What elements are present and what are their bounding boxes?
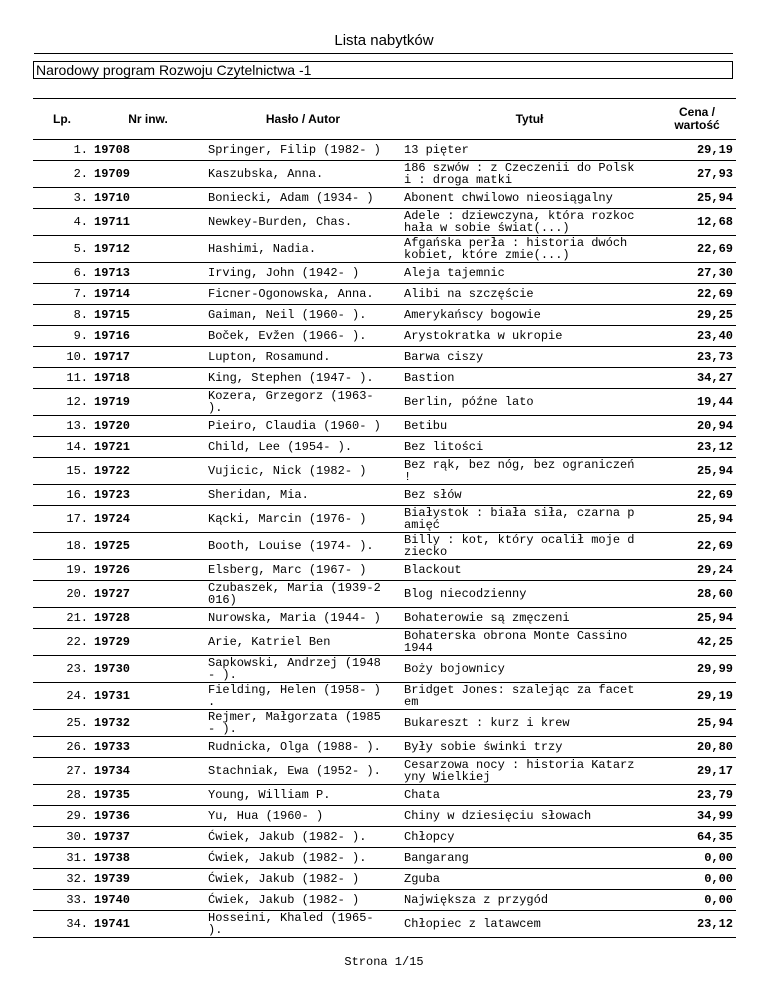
row-tytul: Alibi na szczęście [401,284,658,305]
row-autor: Stachniak, Ewa (1952- ). [205,758,401,785]
row-autor: Gaiman, Neil (1960- ). [205,305,401,326]
row-cena: 29,19 [658,140,736,161]
row-tytul: Bangarang [401,848,658,869]
row-nr-inw: 19738 [91,848,205,869]
row-tytul: Były sobie świnki trzy [401,737,658,758]
row-lp: 22. [33,629,91,656]
row-tytul: Berlin, późne lato [401,389,658,416]
row-lp: 16. [33,485,91,506]
table-row [33,305,736,326]
row-cena: 27,30 [658,263,736,284]
row-autor: Boniecki, Adam (1934- ) [205,188,401,209]
row-tytul: Chata [401,785,658,806]
row-lp: 20. [33,581,91,608]
row-lp: 19. [33,560,91,581]
row-nr-inw: 19722 [91,458,205,485]
row-nr-inw: 19741 [91,911,205,938]
row-lp: 10. [33,347,91,368]
row-autor: Hashimi, Nadia. [205,236,401,263]
row-autor: Kaszubska, Anna. [205,161,401,188]
row-lp: 15. [33,458,91,485]
table-row [33,485,736,506]
row-cena: 22,69 [658,533,736,560]
row-cena: 25,94 [658,710,736,737]
row-lp: 3. [33,188,91,209]
row-autor: Pieiro, Claudia (1960- ) [205,416,401,437]
row-lp: 11. [33,368,91,389]
table-row [33,188,736,209]
row-tytul: Białystok : biała siła, czarna p amięć [401,506,658,533]
row-lp: 13. [33,416,91,437]
row-cena: 34,27 [658,368,736,389]
row-lp: 6. [33,263,91,284]
row-tytul: Bohaterska obrona Monte Cassino 1944 [401,629,658,656]
table-row [33,629,736,656]
row-cena: 20,80 [658,737,736,758]
row-nr-inw: 19724 [91,506,205,533]
row-autor: King, Stephen (1947- ). [205,368,401,389]
row-lp: 32. [33,869,91,890]
row-nr-inw: 19717 [91,347,205,368]
row-cena: 27,93 [658,161,736,188]
row-tytul: Betibu [401,416,658,437]
row-nr-inw: 19739 [91,869,205,890]
row-tytul: Amerykańscy bogowie [401,305,658,326]
row-autor: Fielding, Helen (1958- ) . [205,683,401,710]
row-tytul: Adele : dziewczyna, która rozkoc hała w sobie świat(...) [401,209,658,236]
row-nr-inw: 19708 [91,140,205,161]
table-row [33,533,736,560]
table-row [33,347,736,368]
table-row [33,710,736,737]
row-nr-inw: 19709 [91,161,205,188]
table-row [33,389,736,416]
row-nr-inw: 19718 [91,368,205,389]
row-cena: 22,69 [658,284,736,305]
row-cena: 29,99 [658,656,736,683]
row-cena: 25,94 [658,458,736,485]
row-lp: 4. [33,209,91,236]
table-row [33,890,736,911]
row-autor: Irving, John (1942- ) [205,263,401,284]
row-lp: 34. [33,911,91,938]
row-lp: 33. [33,890,91,911]
row-tytul: Blackout [401,560,658,581]
table-row [33,827,736,848]
row-cena: 23,12 [658,911,736,938]
row-tytul: 186 szwów : z Czeczenii do Polsk i : droga matki [401,161,658,188]
row-autor: Sheridan, Mia. [205,485,401,506]
row-lp: 9. [33,326,91,347]
row-lp: 24. [33,683,91,710]
row-cena: 29,24 [658,560,736,581]
row-tytul: Boży bojownicy [401,656,658,683]
row-autor: Yu, Hua (1960- ) [205,806,401,827]
row-lp: 1. [33,140,91,161]
row-autor: Lupton, Rosamund. [205,347,401,368]
row-cena: 29,19 [658,683,736,710]
row-autor: Ćwiek, Jakub (1982- ). [205,827,401,848]
row-tytul: Chiny w dziesięciu słowach [401,806,658,827]
table-row [33,140,736,161]
row-nr-inw: 19716 [91,326,205,347]
row-cena: 34,99 [658,806,736,827]
row-nr-inw: 19730 [91,656,205,683]
row-autor: Vujicic, Nick (1982- ) [205,458,401,485]
row-tytul: Bohaterowie są zmęczeni [401,608,658,629]
row-autor: Rejmer, Małgorzata (1985 - ). [205,710,401,737]
column-header-cena-line2: wartość [674,118,720,132]
row-tytul: Aleja tajemnic [401,263,658,284]
row-nr-inw: 19735 [91,785,205,806]
row-cena: 0,00 [658,890,736,911]
row-cena: 0,00 [658,869,736,890]
row-lp: 17. [33,506,91,533]
row-cena: 29,17 [658,758,736,785]
row-autor: Ficner-Ogonowska, Anna. [205,284,401,305]
row-autor: Kącki, Marcin (1976- ) [205,506,401,533]
row-autor: Springer, Filip (1982- ) [205,140,401,161]
table-row [33,869,736,890]
row-lp: 27. [33,758,91,785]
row-nr-inw: 19720 [91,416,205,437]
column-header-cena [658,99,736,140]
page-number: Strona 1/15 [344,955,424,969]
table-row [33,161,736,188]
row-autor: Ćwiek, Jakub (1982- ) [205,869,401,890]
row-cena: 29,25 [658,305,736,326]
row-lp: 28. [33,785,91,806]
row-cena: 23,73 [658,347,736,368]
row-cena: 64,35 [658,827,736,848]
table-row [33,368,736,389]
row-nr-inw: 19736 [91,806,205,827]
row-nr-inw: 19713 [91,263,205,284]
row-nr-inw: 19714 [91,284,205,305]
row-cena: 25,94 [658,608,736,629]
table-row [33,560,736,581]
row-cena: 20,94 [658,416,736,437]
page-title: Lista nabytków [334,32,434,49]
row-nr-inw: 19727 [91,581,205,608]
row-cena: 42,25 [658,629,736,656]
row-nr-inw: 19710 [91,188,205,209]
table-row [33,209,736,236]
row-tytul: Abonent chwilowo nieosiągalny [401,188,658,209]
row-tytul: Arystokratka w ukropie [401,326,658,347]
column-header-lp: Lp. [33,99,91,140]
table-row [33,758,736,785]
table-row [33,911,736,938]
row-nr-inw: 19712 [91,236,205,263]
row-autor: Booth, Louise (1974- ). [205,533,401,560]
row-tytul: Afgańska perła : historia dwóch kobiet, które zmie(...) [401,236,658,263]
row-lp: 31. [33,848,91,869]
row-lp: 23. [33,656,91,683]
row-tytul: Cesarzowa nocy : historia Katarz yny Wielkiej [401,758,658,785]
row-autor: Czubaszek, Maria (1939-2 016) [205,581,401,608]
row-lp: 8. [33,305,91,326]
table-row [33,785,736,806]
table-row [33,581,736,608]
table-row [33,806,736,827]
row-nr-inw: 19715 [91,305,205,326]
row-tytul: Bukareszt : kurz i krew [401,710,658,737]
row-tytul: Bridget Jones: szalejąc za facet em [401,683,658,710]
row-cena: 25,94 [658,188,736,209]
row-cena: 19,44 [658,389,736,416]
column-header-autor: Hasło / Autor [205,99,401,140]
row-nr-inw: 19729 [91,629,205,656]
table-row [33,263,736,284]
row-nr-inw: 19721 [91,437,205,458]
table-row [33,737,736,758]
row-lp: 14. [33,437,91,458]
row-lp: 26. [33,737,91,758]
row-autor: Rudnicka, Olga (1988- ). [205,737,401,758]
row-tytul: 13 pięter [401,140,658,161]
table-row [33,416,736,437]
table-row [33,236,736,263]
row-tytul: Bez litości [401,437,658,458]
row-cena: 23,79 [658,785,736,806]
row-lp: 5. [33,236,91,263]
row-lp: 2. [33,161,91,188]
row-lp: 12. [33,389,91,416]
row-nr-inw: 19725 [91,533,205,560]
row-autor: Nurowska, Maria (1944- ) [205,608,401,629]
row-autor: Hosseini, Khaled (1965- ). [205,911,401,938]
row-tytul: Blog niecodzienny [401,581,658,608]
row-nr-inw: 19733 [91,737,205,758]
row-nr-inw: 19737 [91,827,205,848]
row-cena: 22,69 [658,236,736,263]
row-autor: Child, Lee (1954- ). [205,437,401,458]
row-nr-inw: 19734 [91,758,205,785]
row-cena: 23,12 [658,437,736,458]
row-tytul: Bastion [401,368,658,389]
row-tytul: Bez rąk, bez nóg, bez ograniczeń ! [401,458,658,485]
row-nr-inw: 19732 [91,710,205,737]
row-cena: 22,69 [658,485,736,506]
row-autor: Elsberg, Marc (1967- ) [205,560,401,581]
row-tytul: Zguba [401,869,658,890]
table-row [33,683,736,710]
list-subtitle: Narodowy program Rozwoju Czytelnictwa -1 [33,61,733,79]
row-autor: Sapkowski, Andrzej (1948 - ). [205,656,401,683]
row-tytul: Chłopiec z latawcem [401,911,658,938]
row-cena: 0,00 [658,848,736,869]
row-nr-inw: 19726 [91,560,205,581]
row-nr-inw: 19723 [91,485,205,506]
table-body [33,140,736,938]
row-tytul: Największa z przygód [401,890,658,911]
row-cena: 28,60 [658,581,736,608]
row-lp: 21. [33,608,91,629]
row-nr-inw: 19728 [91,608,205,629]
column-header-tytul: Tytuł [401,99,658,140]
row-cena: 25,94 [658,506,736,533]
row-lp: 29. [33,806,91,827]
row-cena: 12,68 [658,209,736,236]
row-autor: Kozera, Grzegorz (1963- ). [205,389,401,416]
table-header-row [33,99,736,140]
table-row [33,458,736,485]
table-row [33,848,736,869]
row-lp: 30. [33,827,91,848]
row-tytul: Chłopcy [401,827,658,848]
table-row [33,326,736,347]
row-lp: 7. [33,284,91,305]
row-lp: 25. [33,710,91,737]
table-row [33,506,736,533]
acquisitions-table [33,98,736,938]
row-nr-inw: 19711 [91,209,205,236]
table-row [33,284,736,305]
row-autor: Boček, Evžen (1966- ). [205,326,401,347]
table-row [33,608,736,629]
row-lp: 18. [33,533,91,560]
row-autor: Newkey-Burden, Chas. [205,209,401,236]
row-cena: 23,40 [658,326,736,347]
column-header-cena-line1: Cena / [678,105,715,119]
row-nr-inw: 19740 [91,890,205,911]
row-nr-inw: 19719 [91,389,205,416]
row-autor: Ćwiek, Jakub (1982- ). [205,848,401,869]
row-autor: Young, William P. [205,785,401,806]
row-nr-inw: 19731 [91,683,205,710]
row-tytul: Billy : kot, który ocalił moje d ziecko [401,533,658,560]
row-tytul: Bez słów [401,485,658,506]
row-tytul: Barwa ciszy [401,347,658,368]
row-autor: Ćwiek, Jakub (1982- ) [205,890,401,911]
row-autor: Arie, Katriel Ben [205,629,401,656]
title-divider [34,53,733,54]
column-header-nr-inw: Nr inw. [91,99,205,140]
table-row [33,437,736,458]
table-row [33,656,736,683]
